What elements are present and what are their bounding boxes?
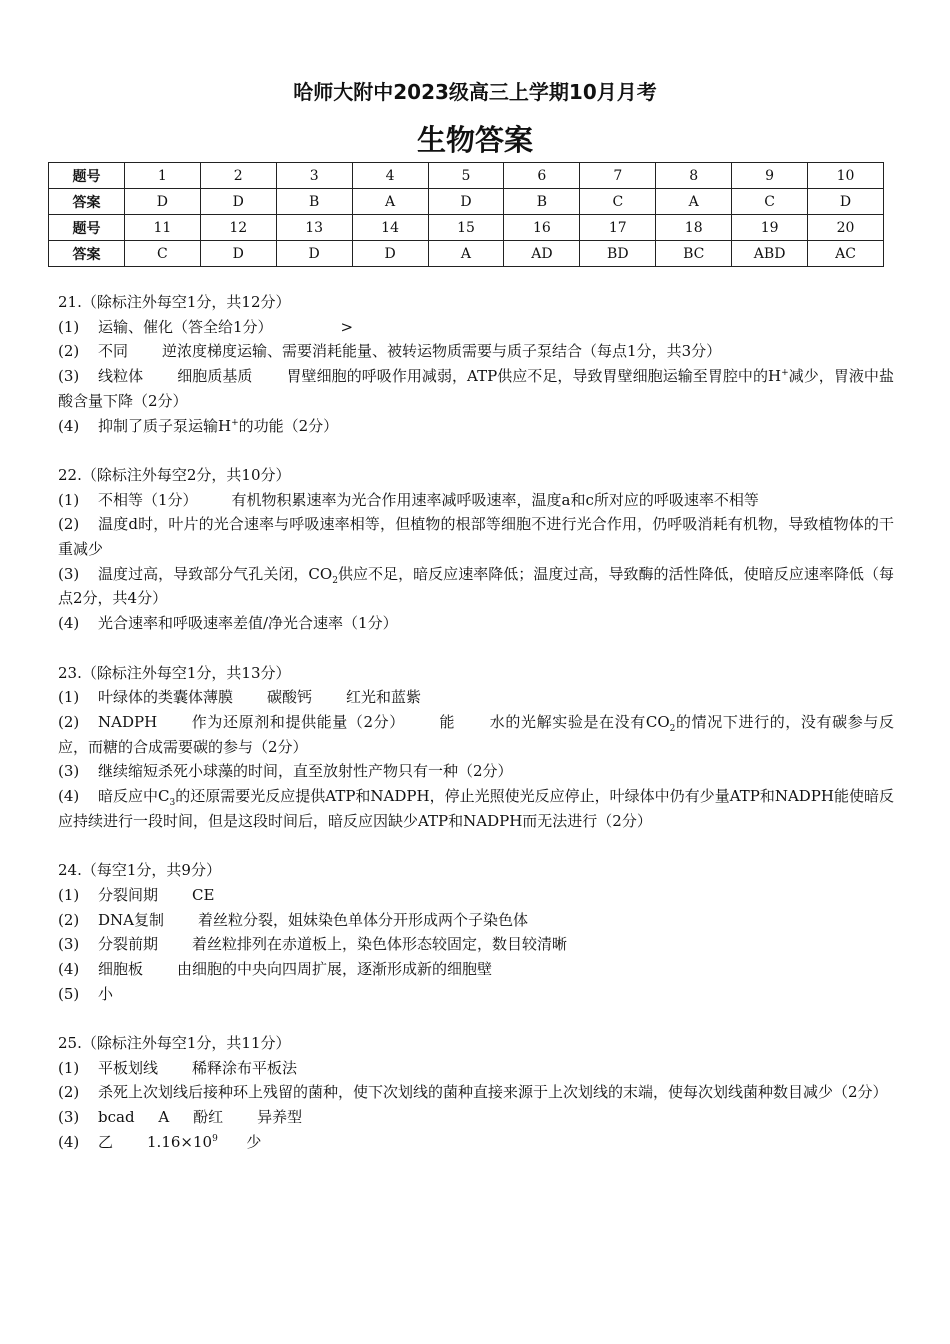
answer-text: 分裂间期 [98,885,159,904]
q25-part3 [58,1105,894,1130]
answer-text: 暗反应中C [98,787,170,806]
answer-text: 红光和蓝紫 [346,688,422,707]
answer-cell: D [200,189,276,215]
q22-part3 [58,562,894,611]
question-number: 1 [124,163,200,189]
question-number: 10 [808,163,884,189]
answer-cell: C [580,189,656,215]
answer-cell: D [352,241,428,267]
table-row-answers-2 [49,241,884,267]
question-number: 18 [656,215,732,241]
answer-cell: ABD [732,241,808,267]
answer-cell: C [124,241,200,267]
superscript: + [781,368,789,379]
part-number: (3) [58,367,80,386]
answer-text: 的还原需要光反应提供ATP和NADPH，停止光照使光反应停止，叶绿体中仍有少量ATP和NADPH能使暗反应持续进行一段时间，但是这段时间后，暗反应因缺少ATP和NADPH而无法进行（2分） [58,787,894,830]
answer-text: 减少，胃液中盐酸含量下降（2分） [58,367,894,410]
answer-text: 线粒体 [98,367,144,386]
q24-part2 [58,908,894,933]
table-row-answers-1 [49,189,884,215]
answer-text: 细胞板 [98,959,144,978]
part-number: (3) [58,1108,80,1127]
question-number: 2 [200,163,276,189]
answer-text: > [340,317,354,336]
part-number: (4) [58,1132,80,1151]
answer-text: 平板划线 [98,1058,159,1077]
subscript: 2 [332,575,338,586]
q22-part2 [58,512,894,561]
row-label: 答案 [49,189,125,215]
answer-text: 小 [98,984,114,1003]
question-number: 5 [428,163,504,189]
question-number: 11 [124,215,200,241]
answer-text: 光合速率和呼吸速率差值/净光合速率（1分） [98,614,398,633]
answer-text: 碳酸钙 [267,688,313,707]
answer-text: 运输、催化（答全给1分） [98,317,273,336]
question-number: 7 [580,163,656,189]
answer-text: 抑制了质子泵运输H [98,416,232,435]
answer-subtitle: 生物答案 [416,123,533,157]
answer-text: 分裂前期 [98,935,159,954]
part-number: (1) [58,1058,80,1077]
answer-text: CE [192,885,215,904]
q22-part4 [58,611,894,636]
part-number: (1) [58,490,80,509]
answer-text: 作为还原剂和提供能量（2分） [191,712,405,731]
part-number: (4) [58,787,80,806]
q25-part2 [58,1080,894,1105]
row-label: 答案 [49,241,125,267]
part-number: (2) [58,342,80,361]
part-number: (3) [58,762,80,781]
part-number: (2) [58,910,80,929]
answer-text: 叶绿体的类囊体薄膜 [98,688,234,707]
answer-cell: D [808,189,884,215]
question-number: 12 [200,215,276,241]
answer-text: 有机物积累速率为光合作用速率减呼吸速率，温度a和c所对应的呼吸速率不相等 [231,490,759,509]
answer-content [58,290,894,1155]
question-number: 3 [276,163,352,189]
part-number: (4) [58,614,80,633]
q23-heading: 23.（除标注外每空1分，共13分） [58,663,291,682]
q25-part4 [58,1130,894,1155]
answer-text: 水的光解实验是在没有CO [489,712,670,731]
part-number: (4) [58,416,80,435]
q23-part3 [58,759,894,784]
question-number: 13 [276,215,352,241]
question-number: 8 [656,163,732,189]
question-number: 19 [732,215,808,241]
answer-text: A [158,1108,170,1127]
answer-cell: D [124,189,200,215]
answer-text: 逆浓度梯度运输、需要消耗能量、被转运物质需要与质子泵结合（每点1分，共3分） [162,342,722,361]
q21-heading: 21.（除标注外每空1分，共12分） [58,293,291,311]
answer-text: 不同 [98,342,129,361]
answer-cell: AC [808,241,884,267]
q21-part1 [58,315,894,340]
table-row-numbers-2 [49,215,884,241]
answer-cell: B [504,189,580,215]
q22-part1 [58,488,894,513]
answer-cell: D [200,241,276,267]
answer-cell: BC [656,241,732,267]
answer-text: 由细胞的中央向四周扩展，逐渐形成新的细胞壁 [177,959,493,978]
answer-text: 杀死上次划线后接种环上残留的菌种，使下次划线的菌种直接来源于上次划线的末端，使每次划线菌种数目减少（2分） [98,1083,888,1102]
answer-text: 温度d时，叶片的光合速率与呼吸速率相等，但植物的根部等细胞不进行光合作用，仍呼吸消耗有机物，导致植物体的干重减少 [58,515,894,559]
q25-heading: 25.（除标注外每空1分，共11分） [58,1034,291,1053]
answer-cell: BD [580,241,656,267]
answer-text: NADPH [98,712,158,731]
q23-part1 [58,685,894,710]
q24-part3 [58,932,894,957]
part-number: (2) [58,1083,80,1102]
answer-text: 的功能（2分） [238,416,339,435]
answer-text: 异养型 [257,1108,303,1127]
answer-text: 温度过高，导致部分气孔关闭，CO [98,564,333,583]
superscript: 9 [212,1133,218,1144]
answer-text: 的情况下进行的，没有碳参与反应，而糖的合成需要碳的参与（2分） [58,712,894,756]
question-number: 9 [732,163,808,189]
answer-text: 酚红 [193,1108,224,1127]
part-number: (3) [58,564,80,583]
question-number: 20 [808,215,884,241]
table-row-numbers-1 [49,163,884,189]
subscript: 2 [669,723,676,734]
question-number: 16 [504,215,580,241]
answer-text: 供应不足，暗反应速率降低；温度过高，导致酶的活性降低，使暗反应速率降低（每点2分，共4分） [58,564,894,608]
part-number: (3) [58,935,80,954]
part-number: (5) [58,984,80,1003]
part-number: (1) [58,688,80,707]
answer-text: 继续缩短杀死小球藻的时间，直至放射性产物只有一种（2分） [98,762,513,781]
part-number: (4) [58,959,80,978]
question-number: 14 [352,215,428,241]
part-number: (1) [58,317,80,336]
q21-part3 [58,364,894,413]
answer-cell: A [352,189,428,215]
question-number: 17 [580,215,656,241]
q24-heading: 24.（每空1分，共9分） [58,861,221,880]
q23-part4 [58,784,894,833]
q25-part1 [58,1056,894,1081]
answer-text: 细胞质基质 [177,367,253,386]
part-number: (2) [58,712,80,731]
q21-part4 [58,414,894,439]
question-number: 15 [428,215,504,241]
q22-heading: 22.（除标注外每空2分，共10分） [58,465,291,484]
answer-table [48,162,884,267]
answer-cell: D [428,189,504,215]
answer-text: 不相等（1分） [98,490,198,509]
answer-text: DNA复制 [98,910,164,929]
answer-text: bcad [98,1108,135,1127]
exam-title: 哈师大附中2023级高三上学期10月月考 [293,80,657,104]
answer-cell: A [656,189,732,215]
row-label: 题号 [49,215,125,241]
answer-cell: A [428,241,504,267]
question-number: 4 [352,163,428,189]
q24-part5 [58,982,894,1007]
answer-text: 着丝粒分裂，姐妹染色单体分开形成两个子染色体 [197,910,528,929]
answer-text: 稀释涂布平板法 [192,1058,298,1077]
part-number: (2) [58,515,80,534]
answer-cell: D [276,241,352,267]
question-number: 6 [504,163,580,189]
answer-cell: AD [504,241,580,267]
answer-text: 1.16×10 [147,1132,213,1151]
q24-part4 [58,957,894,982]
answer-cell: B [276,189,352,215]
answer-text: 乙 [98,1132,114,1151]
superscript: + [231,417,239,428]
row-label: 题号 [49,163,125,189]
q24-part1 [58,883,894,908]
answer-text: 胃壁细胞的呼吸作用减弱，ATP供应不足，导致胃壁细胞运输至胃腔中的H [286,367,782,386]
q21-part2 [58,339,894,364]
answer-text: 着丝粒排列在赤道板上，染色体形态较固定，数目较清晰 [192,935,568,954]
q23-part2 [58,710,894,759]
answer-text: 少 [246,1132,262,1151]
answer-cell: C [732,189,808,215]
subscript: 3 [169,798,176,809]
answer-text: 能 [438,712,456,731]
part-number: (1) [58,885,80,904]
